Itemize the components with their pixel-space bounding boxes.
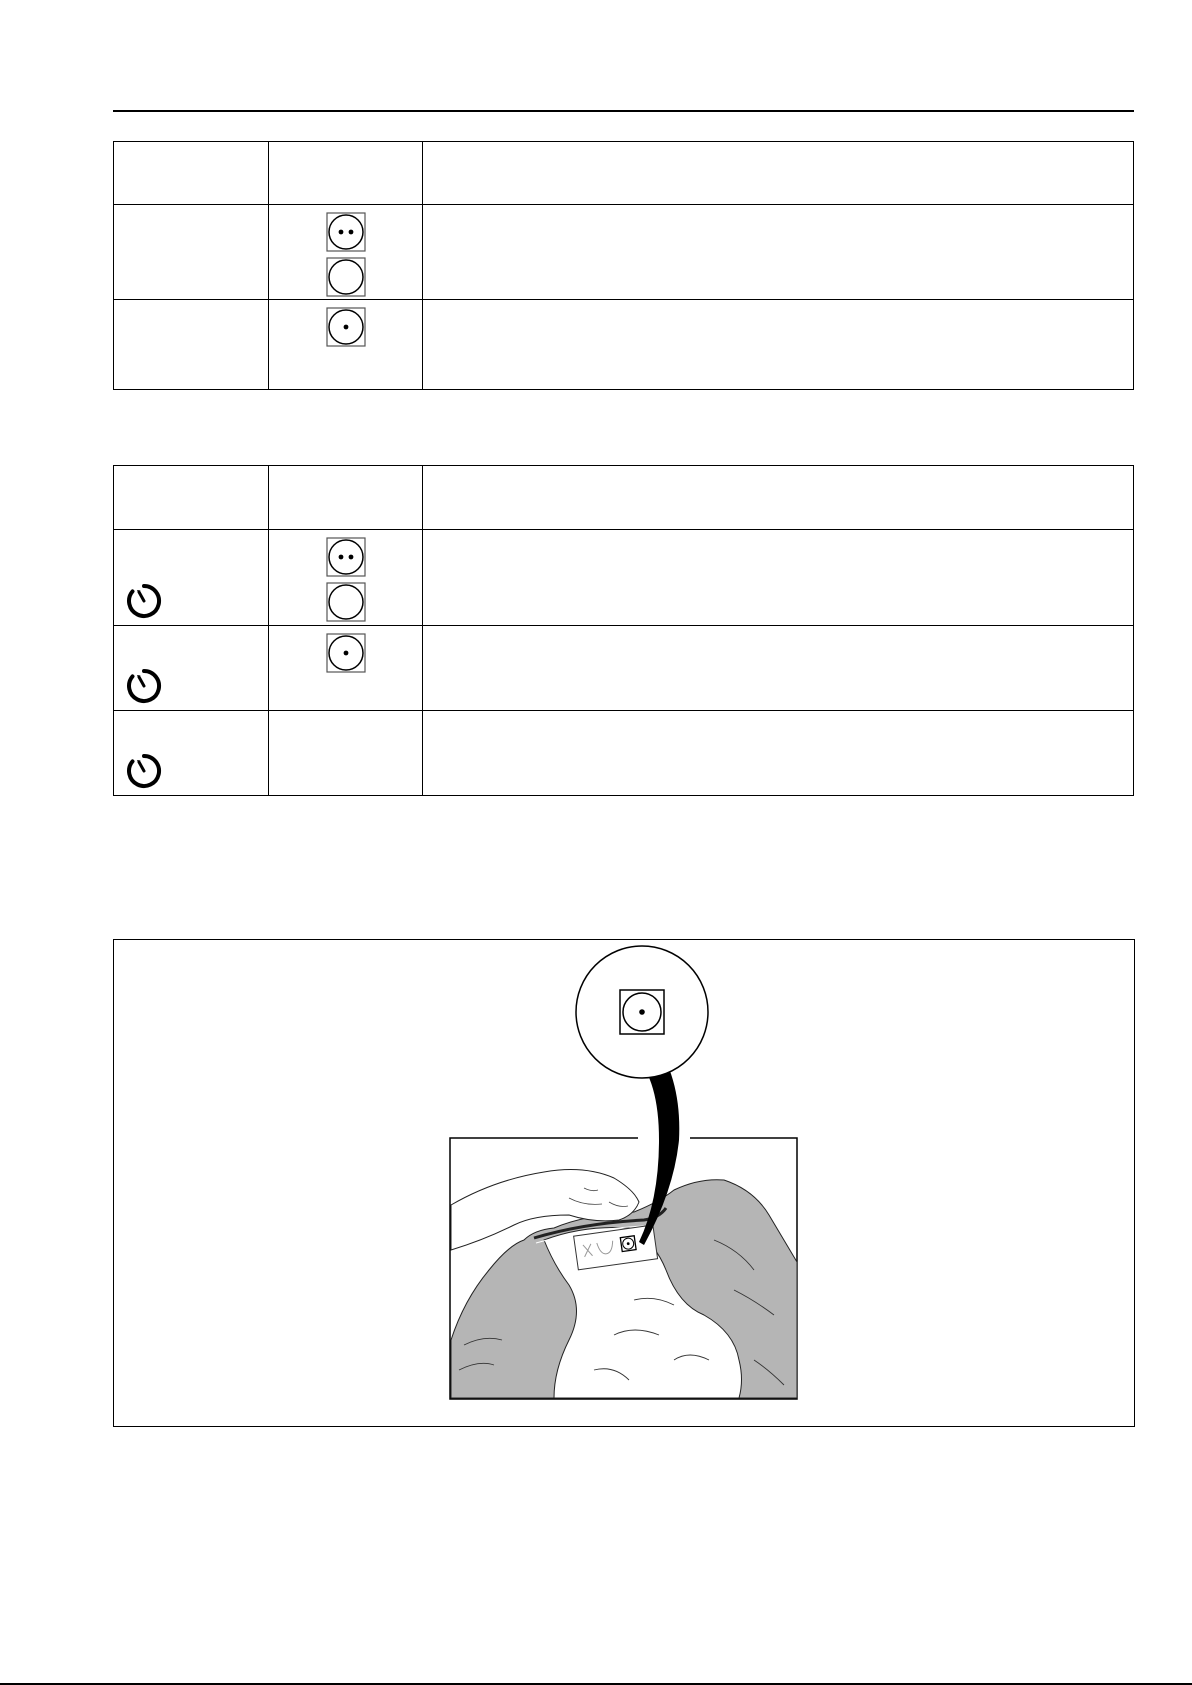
table2-row1-col3 [423, 530, 1134, 626]
table2-row-high-heat [114, 530, 1134, 626]
tumble-dry-high-heat-icon [326, 212, 366, 252]
table2-row2-symbols [269, 626, 423, 711]
timer-dial-icon [124, 751, 164, 791]
drying-table-2 [113, 465, 1134, 796]
header-rule [113, 110, 1134, 112]
table2-row1-col1 [114, 530, 269, 626]
table1-row2-col3 [423, 300, 1134, 390]
table1-row1-col1 [114, 205, 269, 300]
table1-row1-col3 [423, 205, 1134, 300]
table2-row-no-symbol [114, 711, 1134, 796]
tumble-dry-low-heat-icon [326, 633, 366, 673]
table1-header-col1 [114, 142, 269, 205]
table2-row1-symbols [269, 530, 423, 626]
table2-header-col3 [423, 466, 1134, 530]
tumble-dry-high-heat-icon [326, 537, 366, 577]
table2-header-col2 [269, 466, 423, 530]
table2-row3-col1 [114, 711, 269, 796]
table2-row2-col1 [114, 626, 269, 711]
table2-header-row [114, 466, 1134, 530]
table2-row2-col3 [423, 626, 1134, 711]
garment-care-label-illustration [114, 940, 1134, 1426]
care-label-figure [113, 939, 1135, 1427]
table1-row2-symbols [269, 300, 423, 390]
tumble-dry-low-heat-icon [326, 307, 366, 347]
table2-row-low-heat [114, 626, 1134, 711]
timer-dial-icon [124, 666, 164, 706]
table1-header-row [114, 142, 1134, 205]
tumble-dry-low-heat-icon [620, 990, 664, 1034]
table1-row-low-heat [114, 300, 1134, 390]
tumble-dry-normal-icon [326, 257, 366, 297]
table2-header-col1 [114, 466, 269, 530]
table2-row3-col3 [423, 711, 1134, 796]
table1-row2-col1 [114, 300, 269, 390]
drying-table-1 [113, 141, 1134, 390]
timer-dial-icon [124, 581, 164, 621]
table2-row3-symbols [269, 711, 423, 796]
tumble-dry-normal-icon [326, 582, 366, 622]
table1-header-col3 [423, 142, 1134, 205]
table1-row-high-heat [114, 205, 1134, 300]
table1-row1-symbols [269, 205, 423, 300]
table1-header-col2 [269, 142, 423, 205]
